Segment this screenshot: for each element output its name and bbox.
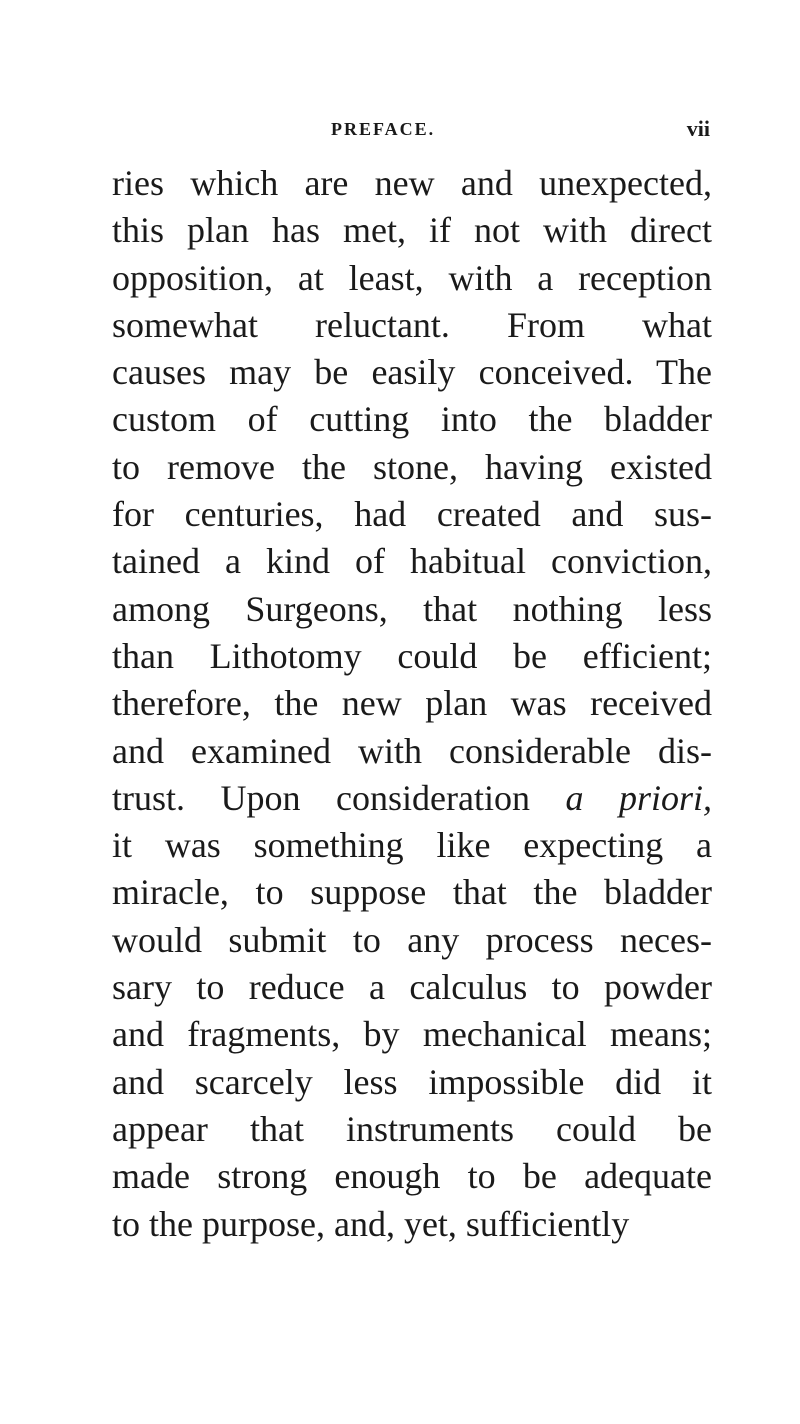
text-line: would submit to any process neces-: [112, 919, 712, 960]
text-line: and fragments, by mechanical means;: [112, 1014, 712, 1055]
text-line: tained a kind of habitual conviction,: [112, 541, 712, 582]
text-line: made strong enough to be adequate: [112, 1156, 712, 1197]
text-line: appear that instruments could be: [112, 1108, 712, 1149]
text-line: opposition, at least, with a reception: [112, 257, 712, 298]
text-line: this plan has met, if not with direct: [112, 210, 712, 251]
page-number: vii: [686, 116, 710, 141]
text-line: among Surgeons, that nothing less: [112, 588, 712, 629]
italic-phrase: a priori,: [565, 777, 712, 818]
text-line: miracle, to suppose that the bladder: [112, 872, 712, 913]
text-line: custom of cutting into the bladder: [112, 399, 712, 440]
text-line: and scarcely less impossible did it: [112, 1061, 712, 1102]
text-line: therefore, the new plan was received: [112, 683, 712, 724]
text-line: and examined with considerable dis-: [112, 730, 712, 771]
text-line: for centuries, had created and sus-: [112, 494, 712, 535]
text-line: to the purpose, and, yet, sufficiently: [112, 1203, 630, 1244]
running-title: PREFACE.: [331, 119, 436, 139]
text-line-with-italic: [112, 775, 712, 822]
text-line: somewhat reluctant. From what: [112, 304, 712, 345]
text-line: it was something like expecting a: [112, 825, 712, 866]
text-segment: trust. Upon consideration: [112, 777, 530, 818]
text-line: than Lithotomy could be efficient;: [112, 635, 712, 676]
text-line: to remove the stone, having existed: [112, 446, 712, 487]
text-line: ries which are new and unexpected,: [112, 163, 712, 203]
running-head: [130, 116, 710, 142]
text-line: sary to reduce a calculus to powder: [112, 967, 712, 1008]
body-text: [112, 160, 712, 1248]
text-line: causes may be easily conceived. The: [112, 352, 712, 393]
